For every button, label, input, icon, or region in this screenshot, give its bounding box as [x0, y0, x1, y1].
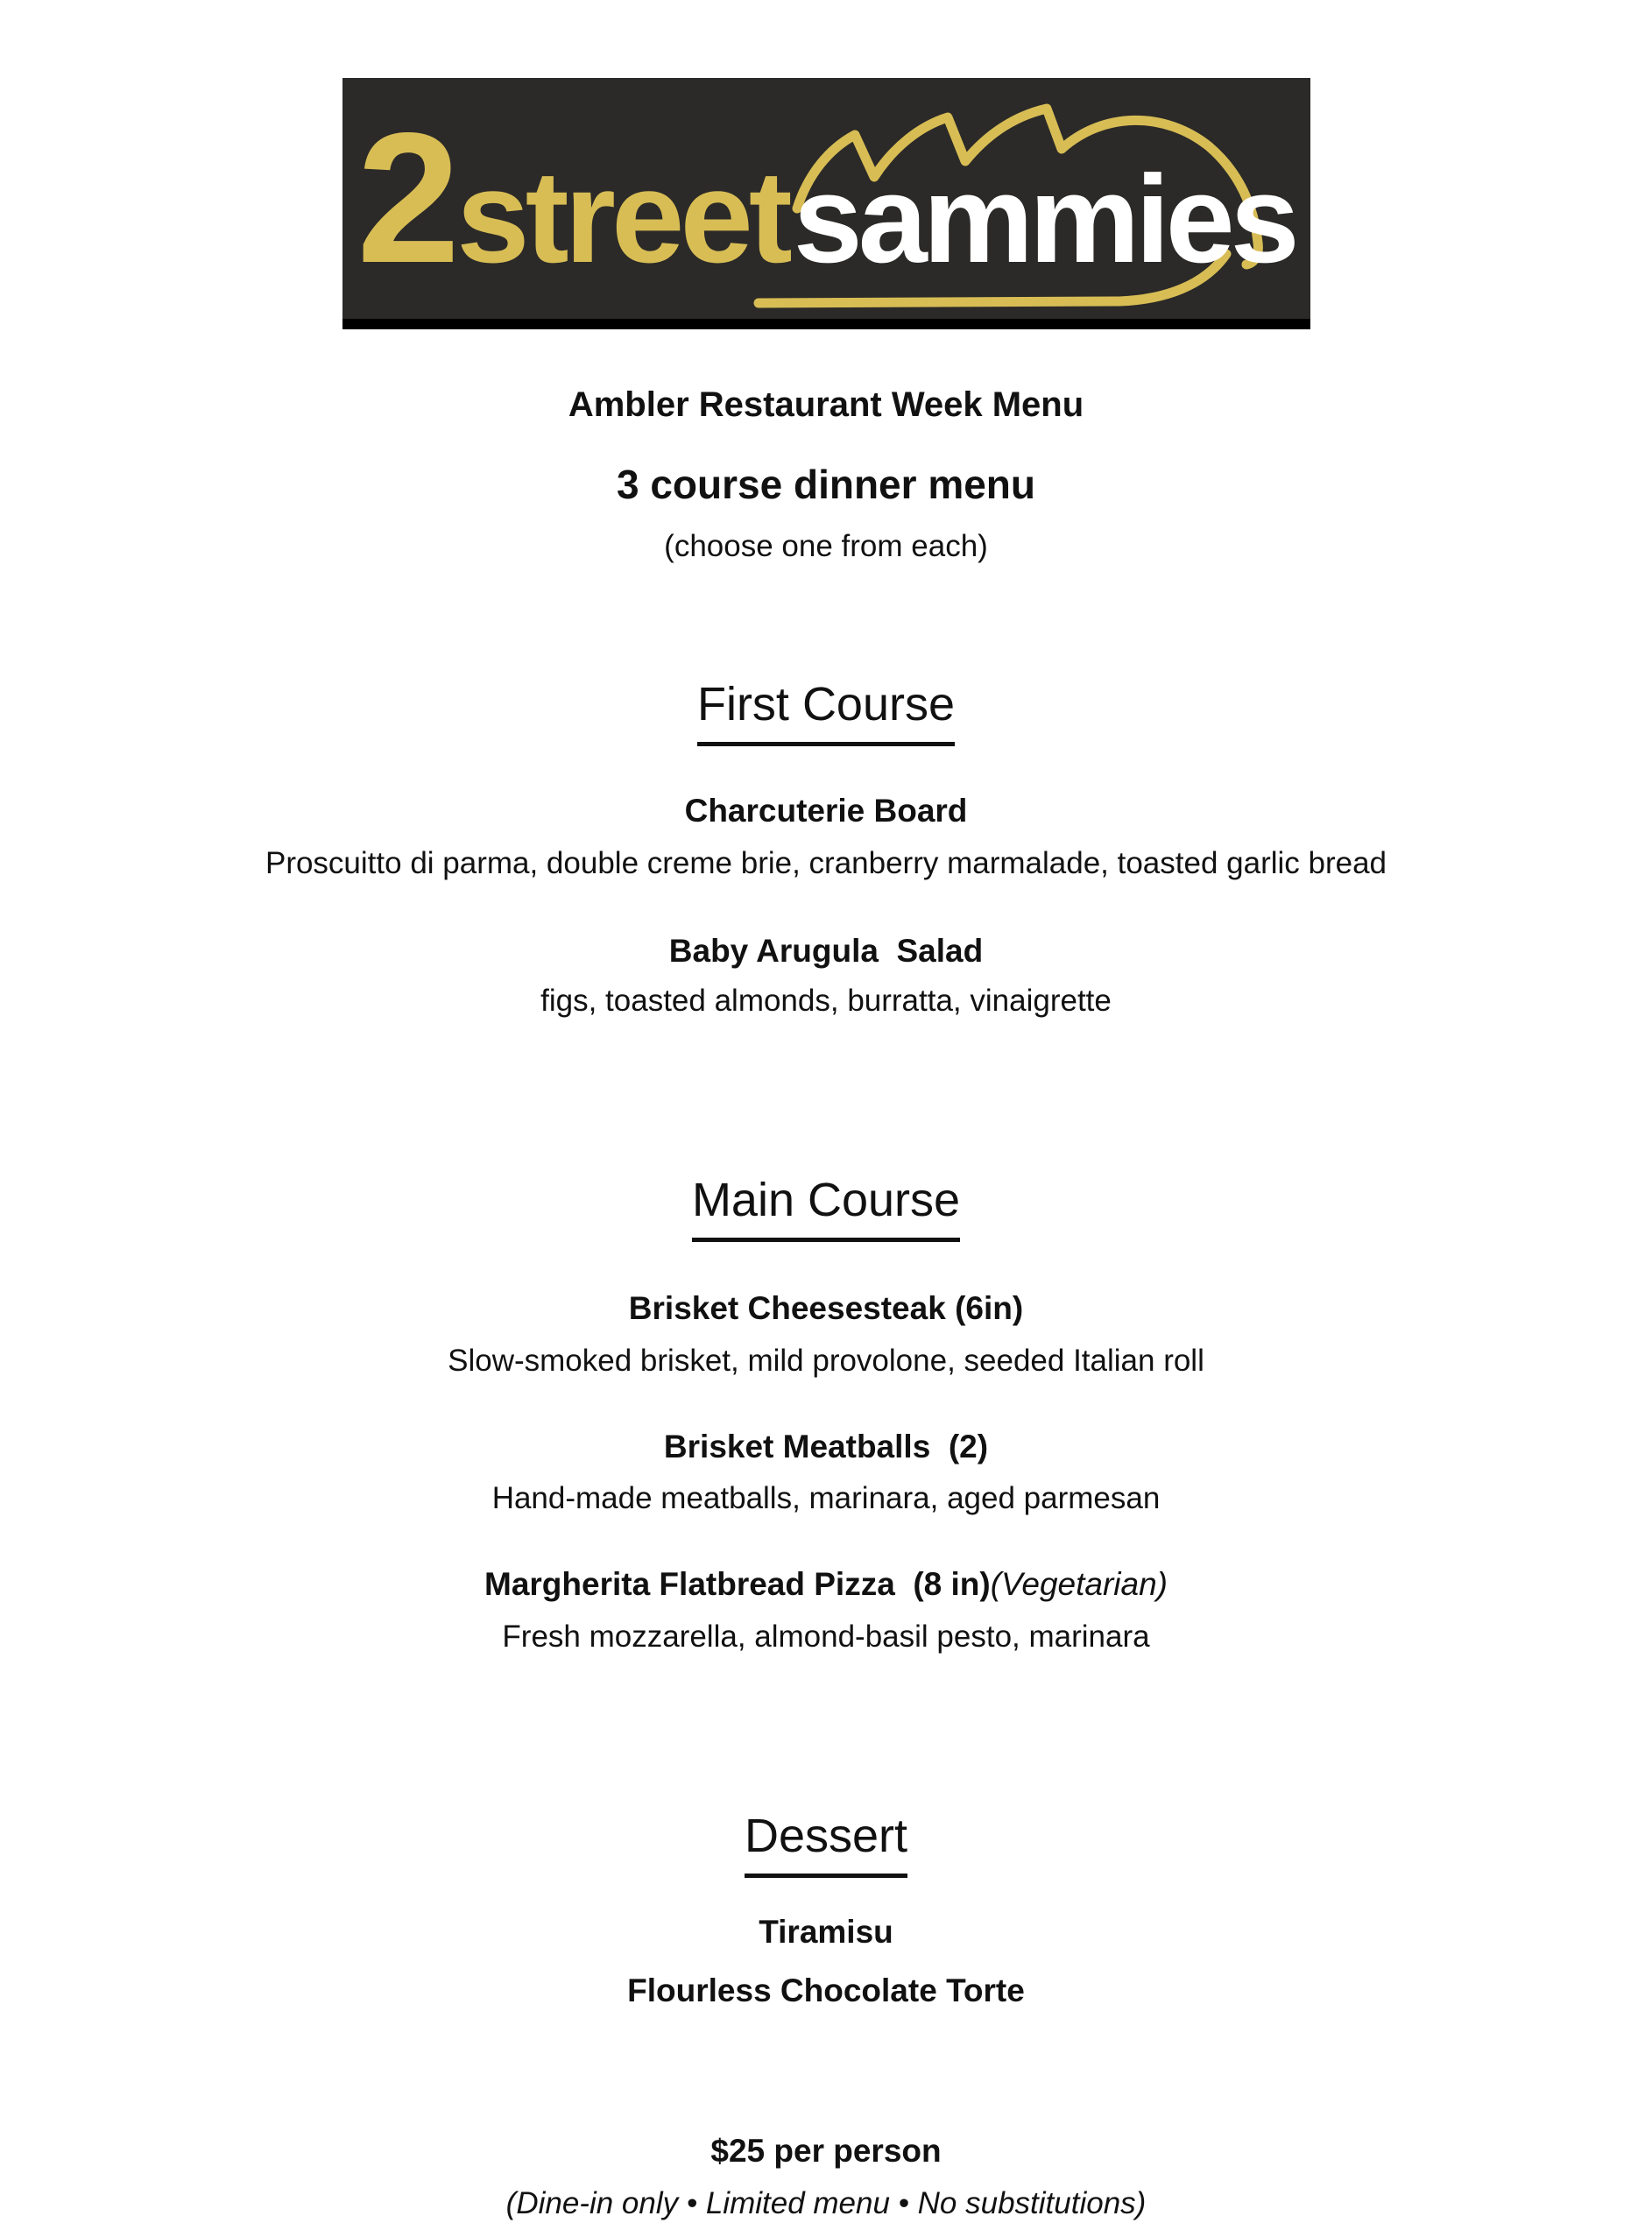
- logo-text-street: street: [456, 142, 788, 290]
- item-name-brisket-meatballs: Brisket Meatballs (2): [663, 1428, 989, 1464]
- logo-wordmark: [357, 93, 1295, 301]
- item-name-margherita-flatbread: Margherita Flatbread Pizza (8 in)(Vegetarian): [484, 1566, 1168, 1603]
- item-desc-baby-arugula-salad: figs, toasted almonds, burratta, vinaigrette: [540, 984, 1112, 1019]
- logo-bottom-strip: [342, 319, 1310, 329]
- vegetarian-tag: (Vegetarian): [990, 1566, 1168, 1603]
- item-desc-charcuterie-board: Proscuitto di parma, double creme brie, cranberry marmalade, toasted garlic bread: [265, 845, 1387, 880]
- item-name-tiramisu: Tiramisu: [759, 1913, 893, 1950]
- item-name-charcuterie-board: Charcuterie Board: [684, 793, 968, 829]
- page-title: Ambler Restaurant Week Menu: [568, 385, 1084, 424]
- menu-subtitle: 3 course dinner menu: [616, 462, 1035, 507]
- logo-sammies-group: [793, 149, 1295, 289]
- footer-restrictions-note: (Dine-in only • Limited menu • No substitutions): [505, 2185, 1147, 2220]
- section-heading-first-course: First Course: [0, 674, 1652, 746]
- section-heading-main-course: Main Course: [0, 1169, 1652, 1242]
- logo-text-sammies: sammies: [793, 149, 1295, 289]
- item-name-baby-arugula-salad: Baby Arugula Salad: [668, 932, 984, 969]
- item-name-brisket-cheesesteak: Brisket Cheesesteak (6in): [628, 1290, 1024, 1327]
- item-desc-brisket-meatballs: Hand-made meatballs, marinara, aged parmesan: [491, 1481, 1161, 1516]
- restaurant-logo: [342, 78, 1310, 329]
- item-desc-brisket-cheesesteak: Slow-smoked brisket, mild provolone, seeded Italian roll: [448, 1343, 1204, 1378]
- item-desc-margherita-flatbread: Fresh mozzarella, almond-basil pesto, marinara: [502, 1619, 1150, 1654]
- price-per-person: $25 per person: [710, 2133, 942, 2170]
- logo-text-2: 2: [357, 93, 457, 301]
- menu-note: (choose one from each): [664, 529, 988, 564]
- item-name-flourless-chocolate-torte: Flourless Chocolate Torte: [627, 1972, 1025, 2009]
- section-heading-dessert: Dessert: [0, 1805, 1652, 1878]
